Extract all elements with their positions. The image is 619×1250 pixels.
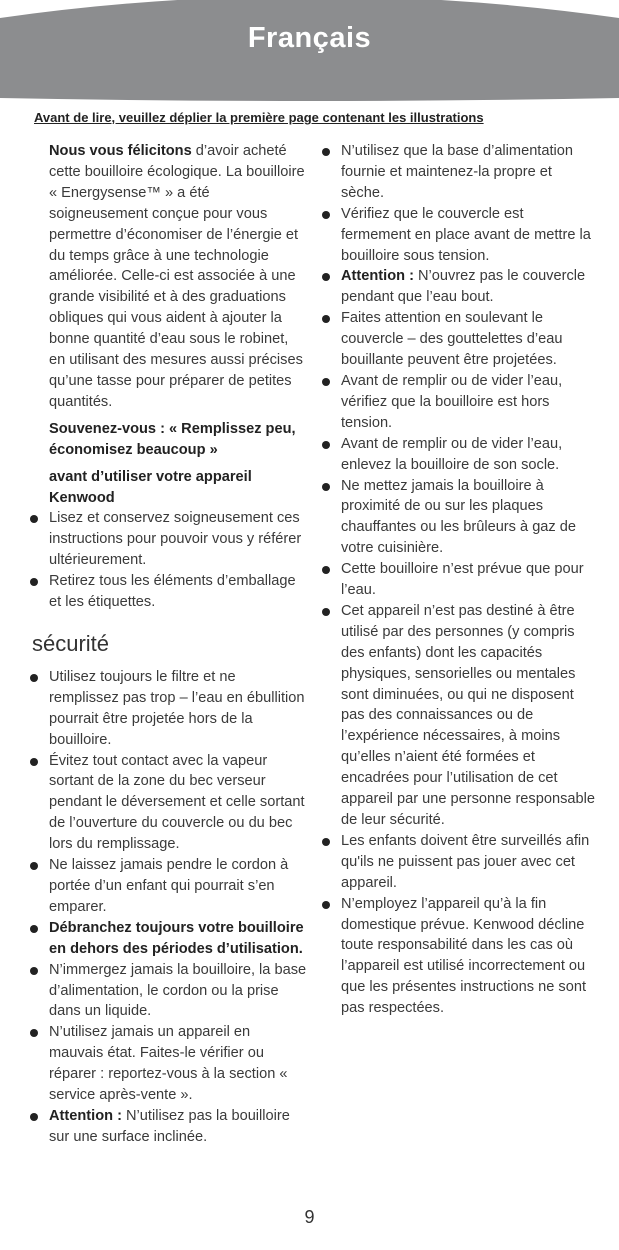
congrats-paragraph	[28, 141, 308, 413]
list-item: N’immergez jamais la bouilloire, la base d’alimentation, le cordon ou la prise dans un liquide.	[28, 960, 308, 1023]
list-item: Évitez tout contact avec la vapeur sortant de la zone du bec verseur pendant le déversement et celle sortant de l’ouverture du couvercle ou du bec lors du remplissage.	[28, 751, 308, 856]
list-item: Avant de remplir ou de vider l’eau, enlevez la bouilloire de son socle.	[320, 434, 595, 476]
attention-label: Attention :	[49, 1107, 122, 1124]
safety-list	[28, 667, 308, 1148]
left-column	[28, 141, 308, 1148]
list-item: Ne laissez jamais pendre le cordon à portée d’un enfant qui pourrait s’en emparer.	[28, 855, 308, 918]
congrats-text: d’avoir acheté cette bouilloire écologique. La bouilloire « Energysense™ » a été soigneusement conçue pour vous permettre d’économiser de l’énergie et du temps grâce à une technologie améliorée. Celle-ci est associée à une grande visibilité et à des graduations obliques qui vous aident à ajouter la bonne quantité d’eau sous le robinet, en utilisant des mesures aussi précises qu’une tasse pour préparer de petites quantités.	[49, 143, 305, 410]
list-item: Retirez tous les éléments d’emballage et les étiquettes.	[28, 571, 308, 613]
before-use-list	[28, 508, 308, 613]
list-item-text: N’ouvrez pas le couvercle pendant que l’eau bout.	[341, 268, 586, 306]
list-item: Lisez et conservez soigneusement ces instructions pour pouvoir vous y référer ultérieurement.	[28, 508, 308, 571]
list-item: N’utilisez jamais un appareil en mauvais état. Faites-le vérifier ou réparer : reportez-vous à la section « service après-vente ».	[28, 1022, 308, 1106]
list-item	[320, 266, 595, 308]
right-column	[320, 141, 595, 1019]
attention-label: Attention :	[341, 268, 414, 285]
list-item: Avant de remplir ou de vider l’eau, vérifiez que la bouilloire est hors tension.	[320, 371, 595, 434]
list-item: Cet appareil n’est pas destiné à être utilisé par des personnes (y compris des enfants) dont les capacités physiques, sensorielles ou mentales sont diminuées, ou qui ne disposent pas des connaissances ou de l’expérience nécessaires, à moins qu’elles n’aient été formées et encadrées pour l’utilisation de cet appareil par une personne responsable de leur sécurité.	[320, 601, 595, 831]
page-title: Français	[247, 22, 372, 54]
safety-list-continued	[320, 141, 595, 1019]
list-item: Vérifiez que le couvercle est fermement en place avant de mettre la bouilloire sous tension.	[320, 204, 595, 267]
list-item: Débranchez toujours votre bouilloire en dehors des périodes d’utilisation.	[28, 918, 308, 960]
list-item: N’employez l’appareil qu’à la fin domestique prévue. Kenwood décline toute responsabilité dans les cas où l’appareil est utilisé incorrectement ou que les présentes instructions ne sont pas respectées.	[320, 894, 595, 1019]
list-item: N’utilisez que la base d’alimentation fournie et maintenez-la propre et sèche.	[320, 141, 595, 204]
list-item: Cette bouilloire n’est prévue que pour l’eau.	[320, 559, 595, 601]
list-item-text: N’utilisez pas la bouilloire sur une surface inclinée.	[49, 1107, 290, 1145]
page-number: 9	[304, 1207, 315, 1227]
list-item: Utilisez toujours le filtre et ne remplissez pas trop – l’eau en ébullition pourrait être projetée hors de la bouilloire.	[28, 667, 308, 751]
congrats-bold: Nous vous félicitons	[49, 143, 192, 159]
safety-section-title: sécurité	[32, 630, 110, 656]
before-use-heading: avant d’utiliser votre appareil Kenwood	[49, 468, 252, 506]
list-item	[28, 1106, 308, 1148]
list-item: Ne mettez jamais la bouilloire à proximité de ou sur les plaques chauffantes ou les brûleurs à gaz de votre cuisinière.	[320, 476, 595, 560]
list-item: Faites attention en soulevant le couvercle – des gouttelettes d’eau bouillante peuvent être projetées.	[320, 308, 595, 371]
intro-note: Avant de lire, veuillez déplier la première page contenant les illustrations	[34, 110, 484, 125]
list-item: Les enfants doivent être surveillés afin qu'ils ne puissent pas jouer avec cet appareil.	[320, 831, 595, 894]
remember-slogan: Souvenez-vous : « Remplissez peu, économisez beaucoup »	[49, 420, 296, 458]
